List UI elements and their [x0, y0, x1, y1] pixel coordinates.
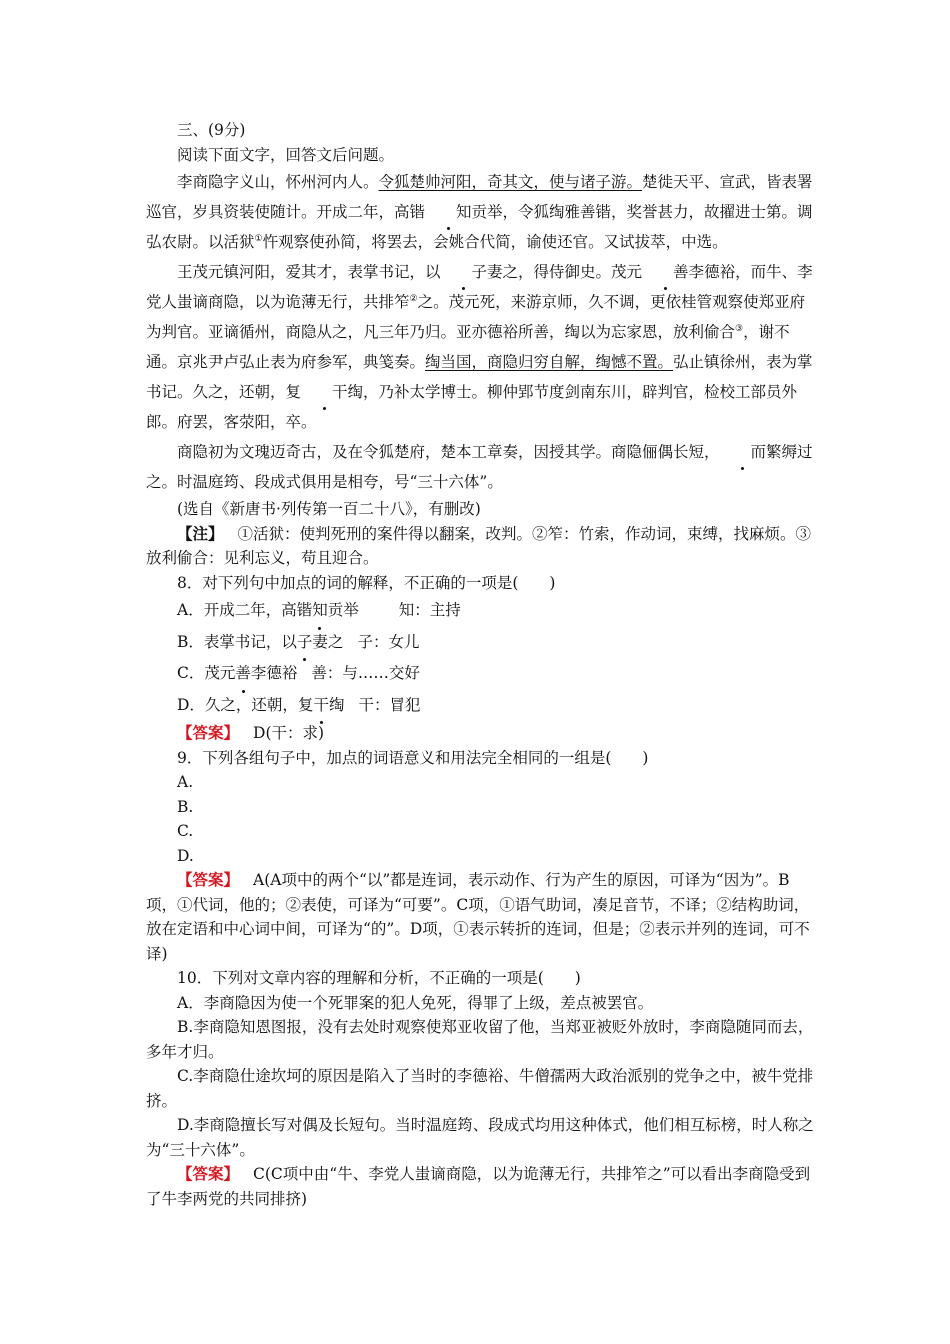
- footnote-mark: ①: [254, 233, 263, 244]
- option-text: 妻之: [312, 632, 344, 651]
- answer-text: A(A项中的两个“以”都是连词，表示动作、行为产生的原因，可译为“因为”。B项，①代词，他的；②表使，可译为“可要”。C项，①语气助词，凑足音节，不译；②结构助词，放在定语和中心词中间，可译为“的”。D项，①表示转折的连词，但是；②表示并列的连词，可不译): [146, 871, 810, 963]
- q9-answer: [146, 868, 818, 966]
- passage-text: 绹，乃补太学博士。柳仲郢节度剑南东川，辟判官，检校工部员外郎。府罢，客荥阳，卒。: [146, 383, 798, 431]
- q9-option-c: C.: [177, 822, 194, 840]
- answer-label: 【答案】: [177, 870, 240, 889]
- passage-text: 李商隐字义山，怀州河内人。: [177, 173, 379, 191]
- dotted-word: 善: [642, 257, 689, 287]
- answer-label: 【答案】: [177, 1164, 240, 1183]
- option-gloss: 干：冒犯: [358, 695, 421, 714]
- note-text: ①活狱：使判死刑的案件得以翻案，改判。②笮：竹索，作动词，束缚，找麻烦。③放利偷合：见利忘义，苟且迎合。: [146, 524, 812, 567]
- passage-text: 之。茂元死，来游京师，久不调，更依桂管观察使郑亚府为判官。亚谪循州，商隐从之，凡三年乃归。亚亦德裕所善，绹以为忘家恩，放利偷合: [146, 293, 806, 341]
- underlined-sentence: 绹当国，商隐归穷自解，绹憾不置。: [425, 353, 674, 371]
- document-page: [146, 118, 818, 1211]
- section-title: 三、(9分): [177, 121, 246, 139]
- q9-option-d: D.: [177, 846, 194, 865]
- passage-paragraph-3: [146, 437, 818, 497]
- q8-option-b: [146, 627, 818, 659]
- q10-option-b: B.李商隐知恩图报，没有去处时观察使郑亚收留了他，当郑亚被贬外放时，李商隐随同而去，多年才归。: [146, 1018, 814, 1061]
- q9-option-a: A.: [177, 773, 194, 791]
- option-text: A．开成二年，高锴: [177, 601, 313, 619]
- q8-option-d: [146, 690, 818, 722]
- dotted-word: 善: [235, 658, 251, 690]
- footnote-mark: ③: [735, 323, 744, 334]
- passage-text: 王茂元镇河阳，爱其才，表掌书记，以: [177, 263, 441, 281]
- source-citation: (选自《新唐书·列传第一百二十八》，有删改): [177, 500, 481, 518]
- q8-answer: [146, 721, 818, 746]
- option-text: C．茂元: [177, 664, 236, 682]
- note-label: 【注】: [177, 523, 224, 543]
- footnote-mark: ②: [409, 293, 418, 304]
- passage-text: ，谢不通。京兆尹卢弘止表为府参军，典笺奏。: [146, 323, 790, 371]
- dotted-word: 子: [441, 257, 488, 287]
- passage-text: 妻之，得侍御史。茂元: [487, 263, 643, 281]
- dotted-word: 干: [301, 377, 348, 407]
- answer-label: 【答案】: [177, 723, 240, 742]
- option-text: 贡举: [327, 601, 359, 619]
- passage-text: 繁缛过之。时温庭筠、段成式俱用是相夸，号“三十六体”。: [146, 443, 813, 491]
- passage-text: 李德裕，而牛、李党人蚩谪商隐，以为诡薄无行，共排笮: [146, 263, 813, 311]
- q9-option-b: B.: [177, 797, 194, 816]
- dotted-word: 子: [297, 627, 313, 659]
- passage-text: 楚徙天平、宣武，皆表署巡官，岁具资装使随计。开成二年，高锴: [146, 173, 813, 221]
- passage-text: 商隐初为文瑰迈奇古，及在令狐楚府，楚本工章奏，因授其学。商隐俪偶长短，: [177, 443, 720, 461]
- dotted-word: 知: [425, 197, 472, 227]
- option-text: B．表掌书记，以: [177, 632, 297, 651]
- notes: [146, 522, 818, 571]
- option-text: 绹: [328, 695, 345, 714]
- q10-answer: [146, 1162, 818, 1211]
- answer-text: C(C项中由“牛、李党人蚩谪商隐，以为诡薄无行，共排笮之”可以看出李商隐受到了牛李两党的共同排挤): [146, 1165, 811, 1208]
- passage-paragraph-1: [146, 167, 818, 257]
- underlined-sentence: 令狐楚帅河阳，奇其文，使与诸子游。: [378, 173, 643, 191]
- q10-option-c: C.李商隐仕途坎坷的原因是陷入了当时的李德裕、牛僧孺两大政治派别的党争之中，被牛党排挤。: [146, 1067, 814, 1110]
- q8-option-c: [146, 658, 818, 690]
- answer-text: D(干：求): [253, 724, 325, 742]
- q8-option-a: [146, 595, 818, 627]
- q10-option-a: A．李商隐因为使一个死罪案的犯人免死，得罪了上级，差点被罢官。: [177, 993, 654, 1012]
- q10-stem: 10．下列对文章内容的理解和分析，不正确的一项是( ): [177, 969, 581, 987]
- q8-stem: 8．对下列句中加点的词的解释，不正确的一项是( ): [177, 573, 556, 592]
- dotted-word: 而: [720, 437, 767, 467]
- option-text: 李德裕: [250, 664, 298, 682]
- option-gloss: 善：与……交好: [311, 664, 420, 682]
- passage-text: 忤观察使孙简，将罢去，会姚合代简，谕使还官。又试拔萃，中选。: [262, 233, 728, 251]
- option-gloss: 知：主持: [398, 601, 461, 619]
- passage-paragraph-2: [146, 257, 818, 437]
- option-gloss: 子：女儿: [357, 632, 420, 651]
- option-text: D．久之，还朝，复: [177, 695, 314, 714]
- q9-stem: 9．下列各组句子中，加点的词语意义和用法完全相同的一组是( ): [177, 748, 649, 767]
- passage-text: 贡举，令狐绹雅善锴，奖誉甚力，故擢进士第。调弘农尉。以活狱: [146, 203, 813, 251]
- passage-text: 弘止镇徐州，表为掌书记。久之，还朝，复: [146, 353, 813, 401]
- dotted-word: 干: [313, 690, 329, 722]
- instruction: 阅读下面文字，回答文后问题。: [177, 145, 395, 164]
- q10-option-d: D.李商隐擅长写对偶及长短句。当时温庭筠、段成式均用这种体式，他们相互标榜，时人称之为“三十六体”。: [146, 1116, 814, 1159]
- dotted-word: 知: [312, 595, 328, 627]
